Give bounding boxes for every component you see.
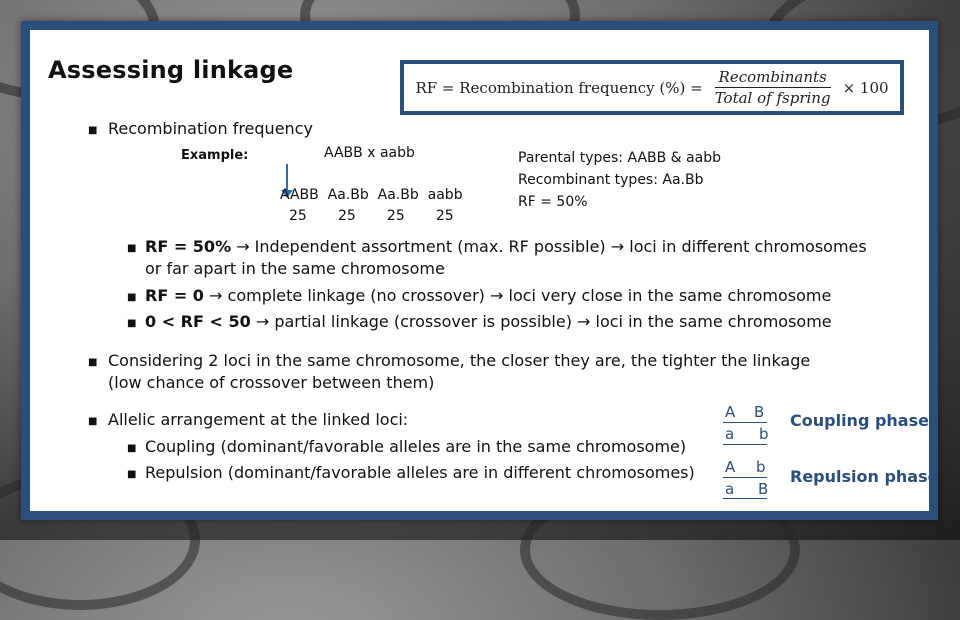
bullet-icon: ■	[88, 357, 98, 368]
allele-bottom-right: B	[758, 480, 769, 498]
repulsion-description: Repulsion (dominant/favorable alleles are in different chromosomes)	[145, 463, 695, 482]
formula-multiplier: × 100	[842, 78, 889, 97]
rf-case-text: loci very close in the same chromosome	[503, 286, 832, 305]
coupling-description: Coupling (dominant/favorable alleles are in the same chromosome)	[145, 437, 687, 456]
rf-case-label: RF = 0	[145, 286, 204, 305]
formula-fraction	[711, 68, 835, 107]
rf-case-text: Independent assortment (max. RF possible)	[249, 237, 611, 256]
chromosome-line	[723, 422, 767, 423]
allele-top-left: A	[725, 458, 736, 476]
example-label: Example:	[181, 148, 249, 163]
allele-bottom-right: b	[759, 425, 769, 443]
slide-content	[30, 30, 939, 511]
formula-numerator: Recombinants	[715, 68, 831, 88]
bullet-icon: ■	[88, 125, 98, 136]
rf-formula-box	[400, 60, 904, 115]
allele-bottom-left: a	[725, 425, 735, 443]
rf-case-text: complete linkage (no crossover)	[222, 286, 490, 305]
formula-denominator: Total of fspring	[714, 89, 831, 107]
chromosome-line	[723, 477, 767, 478]
arrow-right-icon: →	[255, 312, 270, 331]
example-cross: AABB x aabb	[324, 145, 415, 161]
allele-top-right: B	[754, 403, 765, 421]
rf-case-50	[145, 237, 867, 256]
slide-title: Assessing linkage	[48, 56, 294, 84]
rf-bullet-text: Recombination frequency	[108, 119, 313, 138]
arrow-right-icon: →	[209, 286, 223, 305]
arrow-right-icon: →	[577, 312, 591, 331]
bullet-icon: ■	[127, 243, 137, 254]
rf-case-text: loci in different chromosomes	[624, 237, 867, 256]
parental-types: Parental types: AABB & aabb	[518, 150, 721, 166]
chromosome-line	[723, 444, 767, 445]
chromosome-line	[723, 498, 767, 499]
rf-case-label: 0 < RF < 50	[145, 312, 251, 331]
considering-line1: Considering 2 loci in the same chromosome, the closer they are, the tighter the linkage	[108, 351, 811, 370]
allelic-heading: Allelic arrangement at the linked loci:	[108, 410, 409, 429]
coupling-phase-label: Coupling phase	[790, 411, 929, 430]
bullet-icon: ■	[88, 416, 98, 427]
allele-bottom-left: a	[725, 480, 735, 498]
bullet-icon: ■	[127, 469, 137, 480]
allele-top-right: b	[756, 458, 766, 476]
rf-case-text: partial linkage (crossover is possible)	[269, 312, 578, 331]
repulsion-phase-label: Repulsion phase	[790, 467, 939, 486]
considering-line2: (low chance of crossover between them)	[108, 373, 435, 392]
arrow-right-icon: →	[236, 237, 250, 256]
rf-case-label: RF = 50%	[145, 237, 232, 256]
example-rf: RF = 50%	[518, 194, 588, 210]
example-ratios: 25 25 25 25	[289, 208, 454, 224]
rf-case-text: loci in the same chromosome	[590, 312, 832, 331]
bullet-icon: ■	[127, 443, 137, 454]
rf-case-partial	[145, 312, 832, 331]
bullet-icon: ■	[127, 318, 137, 329]
rf-case-0	[145, 286, 831, 305]
arrow-right-icon: →	[490, 286, 504, 305]
example-genotypes: AABB Aa.Bb Aa.Bb aabb	[280, 187, 463, 203]
formula-lhs: RF = Recombination frequency (%) =	[415, 78, 703, 97]
bullet-icon: ■	[127, 292, 137, 303]
rf-case-50-cont: or far apart in the same chromosome	[145, 259, 445, 278]
arrow-right-icon: →	[610, 237, 625, 256]
allele-top-left: A	[725, 403, 736, 421]
recombinant-types: Recombinant types: Aa.Bb	[518, 172, 704, 188]
